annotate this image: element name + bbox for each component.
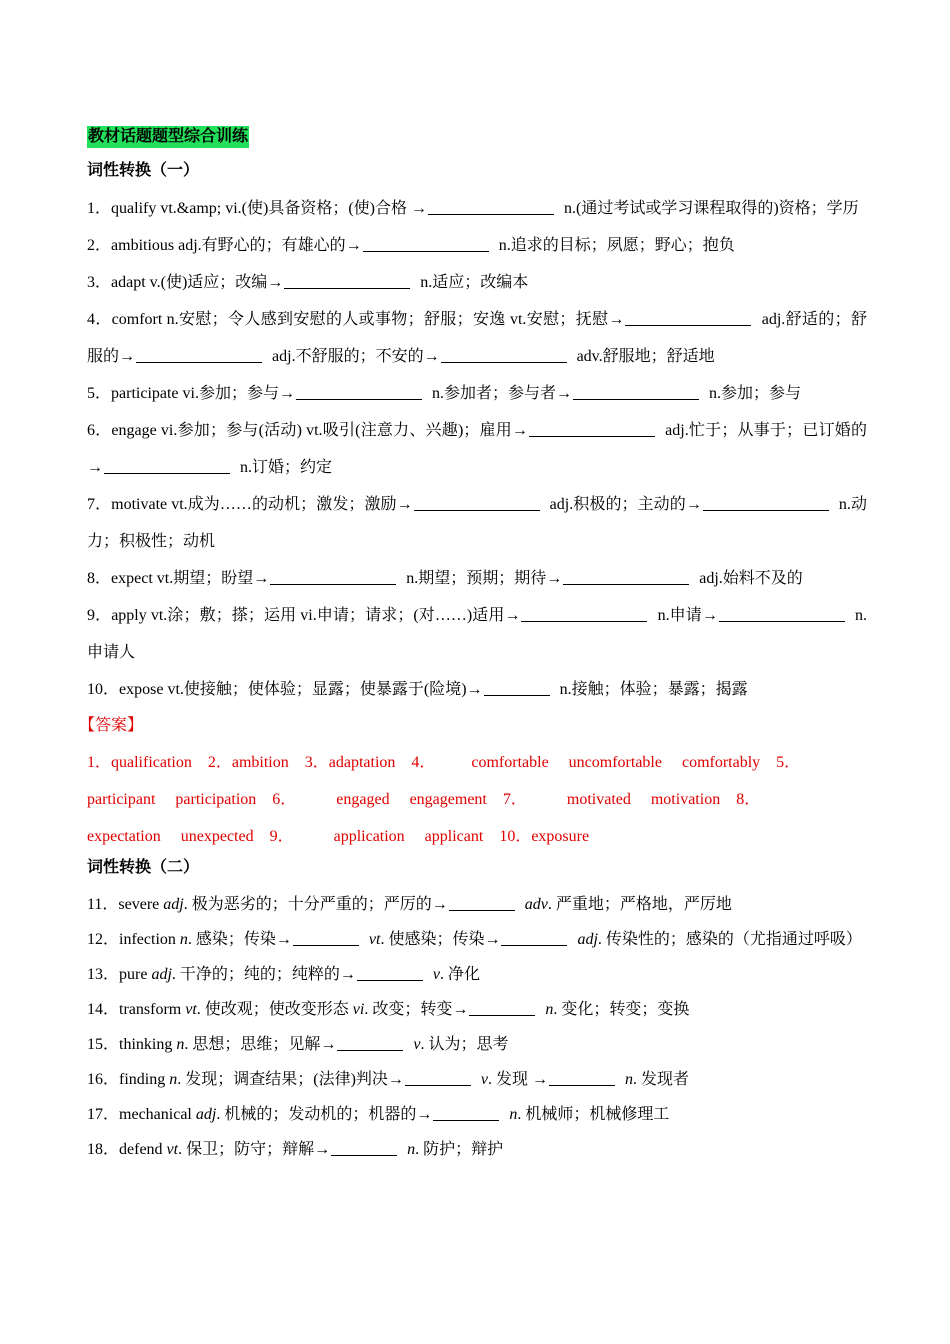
answer-blank[interactable]: [484, 679, 550, 696]
item-text: pure adj. 干净的；纯的；纯粹的→ v. 净化: [119, 966, 481, 983]
item-text: participate vi.参加；参与→: [111, 385, 295, 402]
exercise-item: [87, 597, 867, 671]
answer-blank[interactable]: [428, 198, 554, 215]
answer-blank[interactable]: [296, 383, 422, 400]
exercise-list-2: [87, 887, 867, 1167]
exercise-item: [87, 375, 867, 412]
item-text: severe adj. 极为恶劣的；十分严重的；严厉的→ adv. 严重地；严格地，严厉地: [118, 896, 732, 913]
section-heading-2: 词性转换（二）: [87, 859, 200, 876]
item-text: thinking n. 思想；思维；见解→ v. 认为；思考: [119, 1036, 509, 1053]
item-text: expect vt.期望；盼望→: [111, 570, 270, 587]
answer-blank[interactable]: [501, 929, 567, 946]
item-text: adj.积极的；主动的→: [545, 496, 702, 513]
item-text: qualify vt.&amp; vi.(使)具备资格；(使)合格 →: [111, 200, 427, 217]
answer-blank[interactable]: [433, 1104, 499, 1121]
item-text: finding n. 发现；调查结果；(法律)判决→ v. 发现 → n. 发现者: [119, 1071, 690, 1088]
exercise-item: [87, 560, 867, 597]
item-text: adapt v.(使)适应；改编→: [111, 274, 284, 291]
item-text: mechanical adj. 机械的；发动机的；机器的→ n. 机械师；机械修理工: [119, 1106, 670, 1123]
exercise-item: [87, 412, 867, 486]
answer-blank[interactable]: [529, 420, 655, 437]
answer-blank[interactable]: [331, 1139, 397, 1156]
item-text: comfort n.安慰；令人感到安慰的人或事物；舒服；安逸 vt.安慰；抚慰→: [111, 311, 625, 328]
answer-blank[interactable]: [549, 1069, 615, 1086]
answer-blank[interactable]: [284, 272, 410, 289]
item-text: n.动力；积极性；动机: [87, 496, 867, 550]
item-number: 17．: [87, 1106, 120, 1123]
answer-blank[interactable]: [357, 964, 423, 981]
item-text: adv.舒服地；舒适地: [572, 348, 715, 365]
item-text: expose vt.使接触；使体验；显露；使暴露于(险境)→: [119, 681, 483, 698]
answer-blank[interactable]: [337, 1034, 403, 1051]
answer-blank[interactable]: [469, 999, 535, 1016]
exercise-item: [87, 486, 867, 560]
item-number: 3．: [87, 274, 112, 291]
page-title: 教材话题题型综合训练: [87, 126, 249, 148]
item-number: 12．: [87, 931, 120, 948]
answer-line: expectation unexpected 9． application applicant 10．exposure: [87, 828, 590, 845]
item-text: n.订婚；约定: [236, 459, 333, 476]
answer-blank[interactable]: [104, 457, 230, 474]
item-number: 11．: [87, 896, 119, 913]
exercise-item: [87, 301, 867, 375]
answer-line: 1．qualification 2．ambition 3．adaptation 4． comfortable uncomfortable comfortably 5．: [87, 754, 801, 771]
answer-blank[interactable]: [521, 605, 647, 622]
answer-blank[interactable]: [363, 235, 489, 252]
answer-block: [87, 744, 867, 855]
item-text: n.(通过考试或学习课程取得的)资格；学历: [559, 200, 859, 217]
exercise-item: [87, 227, 867, 264]
item-text: apply vt.涂；敷；搽；运用 vi.申请；请求；(对……)适用→: [111, 607, 521, 624]
item-number: 1．: [87, 200, 112, 217]
exercise-item: [87, 887, 867, 922]
exercise-item: [87, 1062, 867, 1097]
item-text: defend vt. 保卫；防守；辩解→ n. 防护；辩护: [119, 1141, 504, 1158]
exercise-item: [87, 264, 867, 301]
document-page: [79, 126, 867, 1167]
item-number: 16．: [87, 1071, 120, 1088]
item-number: 9．: [87, 607, 112, 624]
item-text: adj.舒适的；舒服的→: [87, 311, 867, 365]
item-number: 5．: [87, 385, 112, 402]
item-number: 8．: [87, 570, 112, 587]
answer-blank[interactable]: [414, 494, 540, 511]
item-text: ambitious adj.有野心的；有雄心的→: [111, 237, 362, 254]
item-number: 14．: [87, 1001, 120, 1018]
item-text: motivate vt.成为……的动机；激发；激励→: [111, 496, 413, 513]
answer-blank[interactable]: [449, 894, 515, 911]
item-text: n.期望；预期；期待→: [402, 570, 563, 587]
item-number: 2．: [87, 237, 112, 254]
item-text: n.申请→: [653, 607, 718, 624]
item-text: n.接触；体验；暴露；揭露: [555, 681, 748, 698]
exercise-list-1: [87, 190, 867, 708]
answer-blank[interactable]: [703, 494, 829, 511]
item-number: 7．: [87, 496, 112, 513]
answer-blank[interactable]: [719, 605, 845, 622]
answer-blank[interactable]: [441, 346, 567, 363]
exercise-item: [87, 992, 867, 1027]
item-text: n.适应；改编本: [416, 274, 529, 291]
answer-blank[interactable]: [270, 568, 396, 585]
answer-blank[interactable]: [573, 383, 699, 400]
item-number: 13．: [87, 966, 120, 983]
answer-blank[interactable]: [293, 929, 359, 946]
item-number: 10．: [87, 681, 120, 698]
answer-line: participant participation 6． engaged engagement 7． motivated motivation 8．: [87, 791, 761, 808]
answer-blank[interactable]: [625, 309, 751, 326]
item-text: transform vt. 使改观；使改变形态 vi. 改变；转变→ n. 变化；转变；变换: [119, 1001, 690, 1018]
item-number: 6．: [87, 422, 112, 439]
answer-blank[interactable]: [136, 346, 262, 363]
exercise-item: [87, 1132, 867, 1167]
answer-blank[interactable]: [563, 568, 689, 585]
item-text: n.申请人: [87, 607, 867, 661]
item-text: n.追求的目标；夙愿；野心；抱负: [494, 237, 735, 254]
item-text: n.参加；参与: [705, 385, 802, 402]
item-text: adj.忙于；从事于；已订婚的→: [87, 422, 867, 476]
item-number: 18．: [87, 1141, 120, 1158]
item-text: engage vi.参加；参与(活动) vt.吸引(注意力、兴趣)；雇用→: [111, 422, 528, 439]
exercise-item: [87, 1027, 867, 1062]
item-text: adj.不舒服的；不安的→: [268, 348, 440, 365]
item-text: adj.始料不及的: [695, 570, 803, 587]
item-number: 15．: [87, 1036, 120, 1053]
exercise-item: [87, 190, 867, 227]
exercise-item: [87, 957, 867, 992]
answer-label: 【答案】: [79, 717, 144, 734]
section-heading-1: 词性转换（一）: [87, 162, 200, 179]
exercise-item: [87, 1097, 867, 1132]
exercise-item: [87, 922, 867, 957]
answer-blank[interactable]: [405, 1069, 471, 1086]
item-text: n.参加者；参与者→: [427, 385, 572, 402]
exercise-item: [87, 671, 867, 708]
item-text: infection n. 感染；传染→ vt. 使感染；传染→ adj. 传染性的；感染的（尤指通过呼吸）: [119, 931, 862, 948]
item-number: 4．: [87, 311, 112, 328]
